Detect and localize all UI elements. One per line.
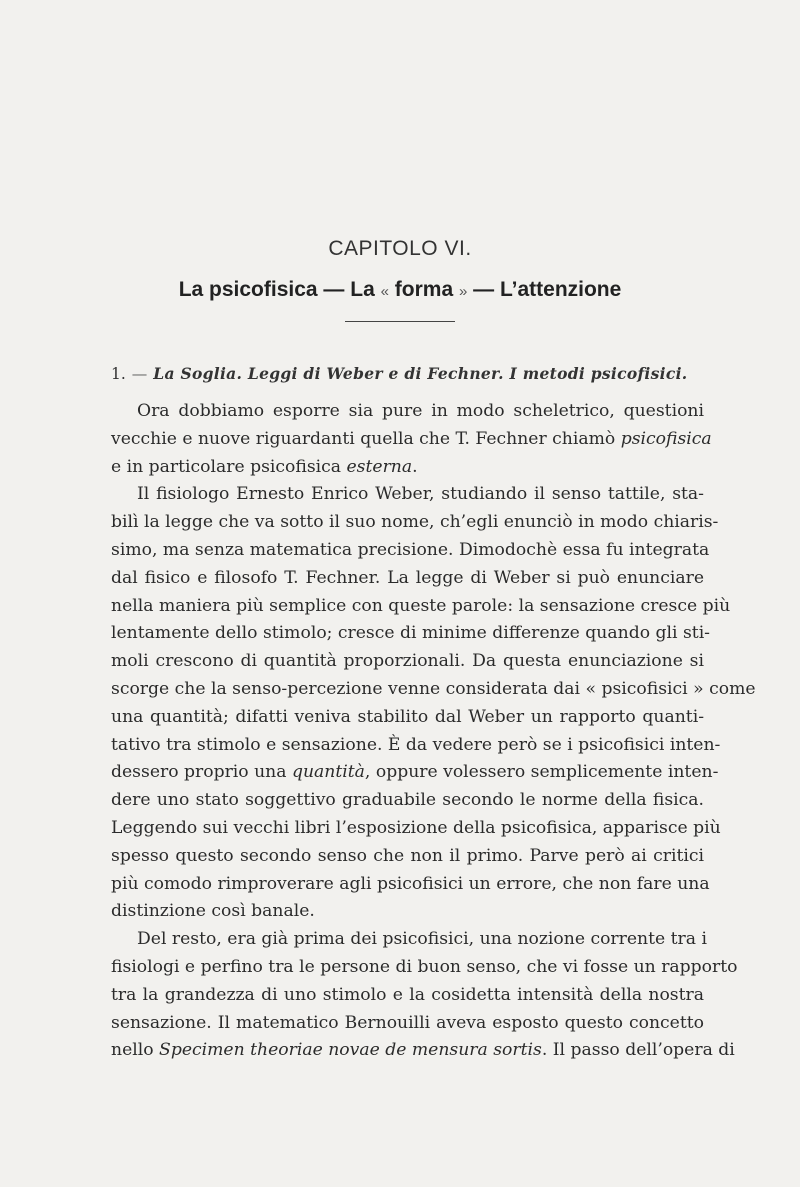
italic-term: Specimen theoriae novae de mensura sortis xyxy=(159,1040,542,1061)
text-line: e in particolare psicofisica esterna. xyxy=(111,456,418,477)
italic-term: quantità xyxy=(291,762,365,783)
text-line: dessero proprio una quantità, oppure volessero semplicemente inten- xyxy=(111,762,719,783)
title-forma: forma xyxy=(388,278,459,301)
paragraph xyxy=(111,398,712,481)
text-line: bilì la legge che va sotto il suo nome, ch’egli enunciò in modo chiaris- xyxy=(111,512,719,533)
section-heading xyxy=(111,364,751,383)
text-line: Leggendo sui vecchi libri l’esposizione della psicofisica, apparisce più xyxy=(111,817,721,838)
italic-term: psicofisica xyxy=(620,428,712,449)
text-line: spesso questo secondo senso che non il primo. Parve però ai critici xyxy=(111,845,704,866)
title-rule xyxy=(345,321,455,322)
text-line: distinzione così banale. xyxy=(111,901,315,922)
chapter-heading: CAPITOLO VI. xyxy=(328,237,472,260)
text-line: lentamente dello stimolo; cresce di minime differenze quando gli sti- xyxy=(111,623,710,644)
section-number: 1. xyxy=(111,365,126,383)
text-line: Del resto, era già prima dei psicofisici, una nozione corrente tra i xyxy=(137,929,707,950)
text-line: nello Specimen theoriae novae de mensura sortis. Il passo dell’opera di xyxy=(111,1040,735,1061)
paragraph xyxy=(111,481,756,926)
text-line: tativo tra stimolo e sensazione. È da vedere però se i psicofisici inten- xyxy=(111,734,721,755)
text-line: una quantità; difatti veniva stabilito dal Weber un rapporto quanti- xyxy=(111,706,704,727)
text-line: dal fisico e filosofo T. Fechner. La legge di Weber si può enunciare xyxy=(111,567,704,588)
text-line: dere uno stato soggettivo graduabile secondo le norme della fisica. xyxy=(111,790,704,811)
text-line: Il fisiologo Ernesto Enrico Weber, studiando il senso tattile, sta- xyxy=(137,484,704,505)
text-line: sensazione. Il matematico Bernouilli aveva esposto questo concetto xyxy=(111,1012,704,1033)
text-line: più comodo rimproverare agli psicofisici un errore, che non fare una xyxy=(111,873,710,894)
title-part-2: — L’attenzione xyxy=(467,278,622,301)
text-line: nella maniera più semplice con queste parole: la sensazione cresce più xyxy=(111,595,731,616)
section-title: La Soglia. Leggi di Weber e di Fechner. I metodi psicofisici. xyxy=(153,364,688,383)
text-line: vecchie e nuove riguardanti quella che T. Fechner chiamò psicofisica xyxy=(111,428,712,449)
paragraph xyxy=(111,926,738,1065)
text-line: fisiologi e perfino tra le persone di buon senso, che vi fosse un rapporto xyxy=(111,956,738,977)
text-line: Ora dobbiamo esporre sia pure in modo scheletrico, questioni xyxy=(137,401,704,421)
text-line: simo, ma senza matematica precisione. Dimodochè essa fu integrata xyxy=(111,539,710,560)
quote-open: « xyxy=(380,283,389,300)
text-line: moli crescono di quantità proporzionali. Da questa enunciazione si xyxy=(111,651,704,672)
title-part-1: La psicofisica — La xyxy=(178,278,381,301)
section-dash: — xyxy=(131,365,148,383)
quote-close: » xyxy=(458,283,468,300)
text-line: tra la grandezza di uno stimolo e la cosidetta intensità della nostra xyxy=(111,984,704,1005)
italic-term: esterna xyxy=(346,456,413,477)
chapter-title xyxy=(0,278,800,302)
text-line: scorge che la senso-percezione venne considerata dai « psicofisici » come xyxy=(111,678,756,699)
body-text xyxy=(111,398,756,1065)
